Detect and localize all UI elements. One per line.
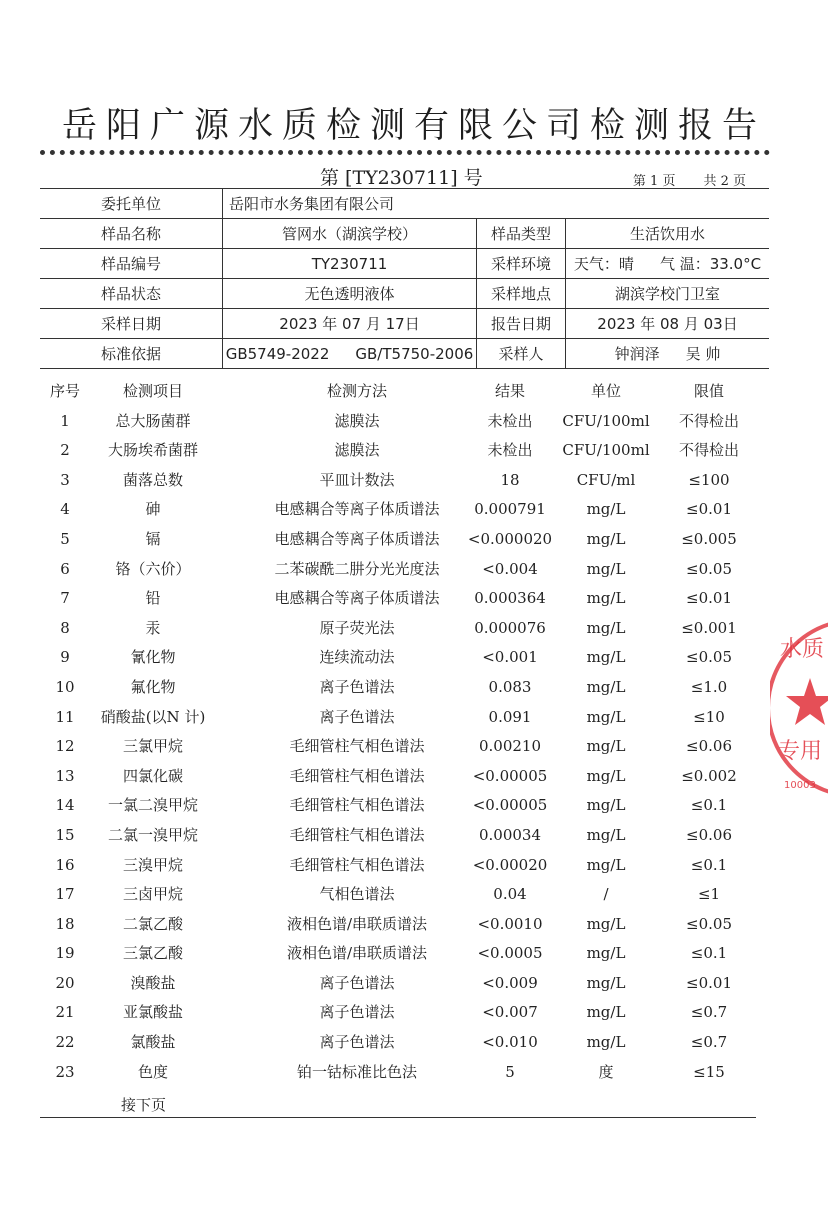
cell-unit: CFU/100ml — [562, 441, 650, 460]
cell-unit: mg/L — [586, 766, 626, 785]
table-row — [40, 614, 769, 644]
cell-item: 菌落总数 — [122, 470, 184, 489]
cell-method: 毛细管柱气相色谱法 — [289, 855, 425, 874]
sampler-value — [566, 339, 770, 369]
table-row — [40, 998, 769, 1028]
cell-unit: mg/L — [586, 707, 626, 726]
cell-method: 毛细管柱气相色谱法 — [289, 766, 425, 785]
col-header-result: 结果 — [494, 382, 526, 400]
cell-method: 离子色谱法 — [319, 973, 395, 992]
cell-limit: ≤0.7 — [690, 1003, 728, 1022]
cell-item: 总大肠菌群 — [115, 411, 191, 430]
client-value: 岳阳市水务集团有限公司 — [223, 189, 770, 219]
cell-result: <0.000020 — [467, 529, 553, 548]
cell-unit: / — [603, 885, 609, 904]
cell-no: 21 — [55, 1003, 75, 1022]
cell-limit: ≤10 — [693, 707, 725, 726]
official-seal-stamp — [770, 608, 828, 808]
cell-item: 色度 — [137, 1062, 169, 1081]
table-row — [40, 880, 769, 910]
cell-item: 四氯化碳 — [122, 766, 184, 785]
cell-result: 未检出 — [487, 411, 533, 430]
cell-result: 未检出 — [487, 441, 533, 460]
page-number — [633, 170, 746, 189]
cell-item: 三氯乙酸 — [122, 944, 184, 963]
cell-no: 3 — [60, 470, 70, 489]
cell-result: <0.009 — [482, 973, 538, 992]
cell-limit: ≤1 — [697, 885, 721, 904]
cell-result: 0.04 — [493, 885, 527, 904]
cell-method: 电感耦合等离子体质谱法 — [274, 500, 440, 519]
cell-method: 毛细管柱气相色谱法 — [289, 825, 425, 844]
table-row — [40, 495, 769, 525]
cell-method: 平皿计数法 — [319, 470, 395, 489]
sampler-label: 采样人 — [477, 339, 566, 369]
sample-id-label: 样品编号 — [40, 249, 223, 279]
col-header-no: 序号 — [49, 382, 81, 400]
cell-limit: ≤0.01 — [686, 500, 732, 519]
cell-unit: mg/L — [586, 973, 626, 992]
cell-no: 22 — [55, 1033, 75, 1052]
cell-no: 18 — [55, 914, 75, 933]
cell-method: 离子色谱法 — [319, 1033, 395, 1052]
info-row-state — [40, 279, 769, 309]
cell-limit: ≤0.1 — [690, 855, 728, 874]
env-temperature: 气 温：33.0°C — [659, 255, 762, 273]
cell-item: 三溴甲烷 — [122, 855, 184, 874]
cell-item: 氰化物 — [130, 648, 176, 667]
stamp-star-icon — [786, 678, 828, 725]
table-row — [40, 525, 769, 555]
table-row — [40, 436, 769, 466]
cell-no: 9 — [60, 648, 70, 667]
cell-method: 原子荧光法 — [319, 618, 395, 637]
report-date-value: 2023 年 08 月 03日 — [566, 309, 770, 339]
cell-item: 砷 — [145, 500, 161, 519]
table-row — [40, 1058, 769, 1088]
env-label: 采样环境 — [477, 249, 566, 279]
cell-method: 连续流动法 — [319, 648, 395, 667]
cell-result: <0.010 — [482, 1033, 538, 1052]
sampler-1: 钟润泽 — [614, 345, 660, 363]
info-row-dates — [40, 309, 769, 339]
cell-unit: mg/L — [586, 914, 626, 933]
cell-limit: ≤0.01 — [686, 589, 732, 608]
cell-limit: ≤0.06 — [686, 825, 732, 844]
cell-result: <0.00020 — [472, 855, 548, 874]
cell-unit: mg/L — [586, 796, 626, 815]
cell-method: 离子色谱法 — [319, 677, 395, 696]
table-row — [40, 732, 769, 762]
cell-method: 毛细管柱气相色谱法 — [289, 737, 425, 756]
bottom-divider — [40, 1117, 756, 1118]
standard-1: GB5749-2022 — [225, 344, 330, 363]
cell-item: 镉 — [145, 529, 161, 548]
location-value: 湖滨学校门卫室 — [566, 279, 770, 309]
state-value: 无色透明液体 — [223, 279, 477, 309]
cell-result: <0.00005 — [472, 796, 548, 815]
standard-2: GB/T5750-2006 — [355, 344, 474, 363]
cell-result: 0.000364 — [474, 589, 546, 608]
cell-limit: ≤0.1 — [690, 944, 728, 963]
cell-unit: mg/L — [586, 648, 626, 667]
table-row — [40, 555, 769, 585]
cell-unit: mg/L — [586, 500, 626, 519]
page-total: 共 2 页 — [703, 174, 746, 189]
sample-name-label: 样品名称 — [40, 219, 223, 249]
cell-item: 三卤甲烷 — [122, 885, 184, 904]
table-row — [40, 643, 769, 673]
cell-unit: mg/L — [586, 1003, 626, 1022]
cell-item: 亚氯酸盐 — [122, 1003, 184, 1022]
sample-id-value: TY230711 — [223, 249, 477, 279]
cell-method: 毛细管柱气相色谱法 — [289, 796, 425, 815]
cell-no: 23 — [55, 1062, 75, 1081]
cell-no: 12 — [55, 737, 75, 756]
cell-result: 0.091 — [488, 707, 532, 726]
cell-no: 2 — [60, 441, 70, 460]
cell-result: 0.00210 — [478, 737, 542, 756]
col-header-limit: 限值 — [693, 382, 725, 400]
col-header-item: 检测项目 — [122, 382, 184, 400]
cell-limit: ≤0.005 — [681, 529, 737, 548]
cell-unit: mg/L — [586, 737, 626, 756]
cell-unit: mg/L — [586, 618, 626, 637]
cell-method: 液相色谱/串联质谱法 — [286, 914, 428, 933]
cell-unit: mg/L — [586, 559, 626, 578]
cell-result: 0.000791 — [474, 500, 546, 519]
table-row — [40, 407, 769, 437]
cell-item: 硝酸盐(以N 计) — [100, 707, 206, 726]
cell-unit: 度 — [598, 1062, 614, 1081]
cell-limit: ≤0.002 — [681, 766, 737, 785]
cell-item: 溴酸盐 — [130, 973, 176, 992]
table-row — [40, 791, 769, 821]
cell-no: 20 — [55, 973, 75, 992]
sample-date-label: 采样日期 — [40, 309, 223, 339]
cell-unit: mg/L — [586, 855, 626, 874]
cell-no: 7 — [60, 589, 70, 608]
table-row — [40, 703, 769, 733]
table-row — [40, 910, 769, 940]
cell-limit: 不得检出 — [678, 411, 740, 430]
info-row-sample-name — [40, 219, 769, 249]
table-row — [40, 1028, 769, 1058]
table-row — [40, 673, 769, 703]
cell-method: 二苯碳酰二肼分光光度法 — [274, 559, 440, 578]
cell-no: 15 — [55, 825, 75, 844]
cell-no: 11 — [55, 707, 75, 726]
cell-method: 离子色谱法 — [319, 1003, 395, 1022]
cell-limit: 不得检出 — [678, 441, 740, 460]
table-row — [40, 762, 769, 792]
cell-method: 液相色谱/串联质谱法 — [286, 944, 428, 963]
cell-item: 二氯乙酸 — [122, 914, 184, 933]
sampler-2: 吴 帅 — [685, 345, 721, 363]
cell-limit: ≤0.7 — [690, 1033, 728, 1052]
cell-limit: ≤0.06 — [686, 737, 732, 756]
cell-unit: mg/L — [586, 529, 626, 548]
info-row-standard — [40, 339, 769, 369]
sample-type-value: 生活饮用水 — [566, 219, 770, 249]
info-row-sample-id — [40, 249, 769, 279]
cell-limit: ≤15 — [693, 1062, 725, 1081]
cell-item: 铅 — [145, 589, 161, 608]
sample-date-value: 2023 年 07 月 17日 — [223, 309, 477, 339]
table-row — [40, 939, 769, 969]
cell-no: 16 — [55, 855, 75, 874]
page-current: 第 1 页 — [632, 174, 676, 189]
cell-item: 大肠埃希菌群 — [107, 441, 199, 460]
table-row — [40, 821, 769, 851]
cell-no: 6 — [60, 559, 70, 578]
cell-method: 气相色谱法 — [319, 885, 395, 904]
cell-unit: mg/L — [586, 589, 626, 608]
sample-type-label: 样品类型 — [477, 219, 566, 249]
cell-limit: ≤0.05 — [686, 648, 732, 667]
client-label: 委托单位 — [40, 189, 223, 219]
cell-result: <0.00005 — [472, 766, 548, 785]
stamp-number: 10003 — [784, 780, 816, 791]
cell-no: 13 — [55, 766, 75, 785]
cell-item: 氟化物 — [130, 677, 176, 696]
cell-item: 一氯二溴甲烷 — [107, 796, 199, 815]
cell-limit: ≤0.01 — [686, 973, 732, 992]
cell-result: <0.0005 — [477, 944, 543, 963]
table-row — [40, 969, 769, 999]
cell-result: <0.001 — [482, 648, 538, 667]
cell-result: 0.083 — [488, 677, 532, 696]
stamp-text-top: 水质 — [780, 637, 825, 662]
sample-name-value: 管网水（湖滨学校） — [223, 219, 477, 249]
cell-limit: ≤1.0 — [690, 677, 728, 696]
cell-unit: mg/L — [586, 1033, 626, 1052]
cell-item: 氯酸盐 — [130, 1033, 176, 1052]
cell-result: <0.007 — [482, 1003, 538, 1022]
cell-method: 电感耦合等离子体质谱法 — [274, 529, 440, 548]
cell-no: 1 — [60, 411, 70, 430]
cell-item: 三氯甲烷 — [122, 737, 184, 756]
cell-method: 滤膜法 — [334, 441, 380, 460]
cell-item: 汞 — [145, 618, 161, 637]
cell-unit: CFU/100ml — [562, 411, 650, 430]
cell-item: 铬（六价） — [115, 559, 191, 578]
cell-unit: mg/L — [586, 825, 626, 844]
cell-limit: ≤100 — [688, 470, 730, 489]
col-header-unit: 单位 — [590, 382, 622, 400]
cell-no: 14 — [55, 796, 75, 815]
cell-method: 滤膜法 — [334, 411, 380, 430]
cell-result: 5 — [505, 1062, 515, 1081]
state-label: 样品状态 — [40, 279, 223, 309]
standard-label: 标准依据 — [40, 339, 223, 369]
env-weather: 天气：晴 — [573, 255, 634, 273]
cell-unit: mg/L — [586, 677, 626, 696]
continue-next-page: 接下页 — [121, 1096, 167, 1114]
cell-unit: mg/L — [586, 944, 626, 963]
cell-no: 17 — [55, 885, 75, 904]
cell-limit: ≤0.05 — [686, 559, 732, 578]
report-title: 岳阳广源水质检测有限公司检测报告 — [61, 106, 766, 146]
report-number: 第 [TY230711] 号 — [320, 167, 483, 189]
report-date-label: 报告日期 — [477, 309, 566, 339]
stamp-text-bottom: 专用 — [778, 739, 823, 764]
cell-limit: ≤0.001 — [681, 618, 737, 637]
cell-no: 8 — [60, 618, 70, 637]
cell-no: 19 — [55, 944, 75, 963]
cell-result: 18 — [500, 470, 520, 489]
title-dotted-divider — [40, 150, 770, 155]
cell-result: 0.00034 — [478, 825, 542, 844]
cell-no: 5 — [60, 529, 70, 548]
cell-unit: CFU/ml — [576, 470, 636, 489]
cell-item: 二氯一溴甲烷 — [107, 825, 199, 844]
env-value — [566, 249, 770, 279]
cell-result: <0.004 — [482, 559, 538, 578]
cell-result: 0.000076 — [474, 618, 546, 637]
cell-method: 电感耦合等离子体质谱法 — [274, 589, 440, 608]
cell-result: <0.0010 — [477, 914, 543, 933]
cell-no: 10 — [55, 677, 75, 696]
table-row — [40, 584, 769, 614]
cell-limit: ≤0.05 — [686, 914, 732, 933]
cell-limit: ≤0.1 — [690, 796, 728, 815]
info-row-client — [40, 189, 769, 219]
standard-value — [223, 339, 477, 369]
cell-no: 4 — [60, 500, 70, 519]
cell-method: 铂一钴标准比色法 — [296, 1062, 418, 1081]
results-table — [40, 377, 769, 1087]
table-row — [40, 466, 769, 496]
cell-method: 离子色谱法 — [319, 707, 395, 726]
col-header-method: 检测方法 — [326, 382, 388, 400]
results-header — [40, 377, 769, 407]
sample-info-table — [40, 188, 769, 369]
table-row — [40, 851, 769, 881]
location-label: 采样地点 — [477, 279, 566, 309]
